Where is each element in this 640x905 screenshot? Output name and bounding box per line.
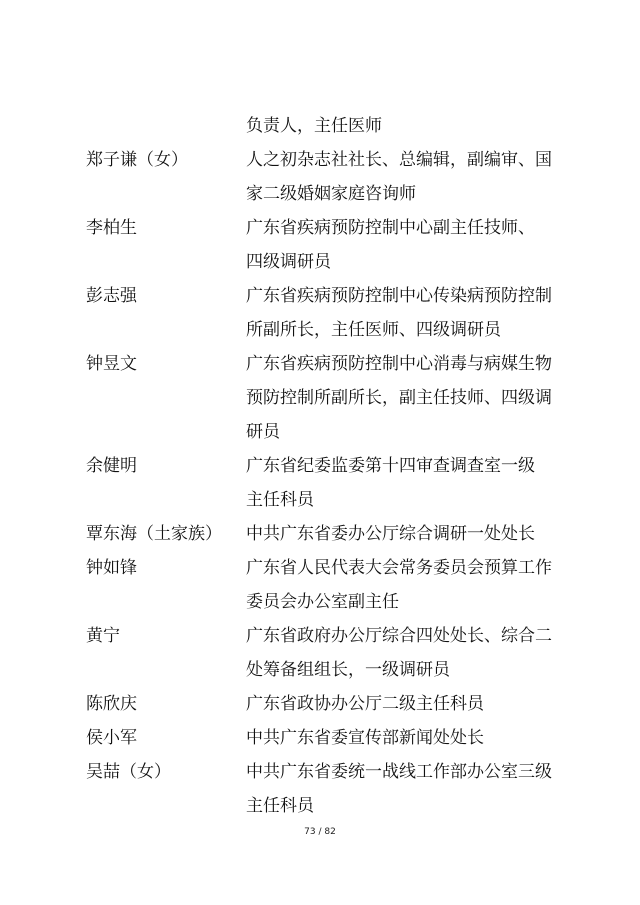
member-title-line: 广东省人民代表大会常务委员会预算工作 (246, 558, 552, 578)
member-entry (86, 687, 566, 721)
member-title-line: 处筹备组组长，一级调研员 (246, 660, 450, 680)
member-entry (86, 143, 566, 211)
member-name: 郑子谦（女） (86, 150, 188, 170)
member-title-line: 委员会办公室副主任 (246, 592, 399, 612)
member-title-line: 广东省纪委监委第十四审查调查室一级 (246, 456, 535, 476)
member-title-line: 广东省疾病预防控制中心消毒与病媒生物 (246, 354, 552, 374)
member-name: 钟如锋 (86, 558, 137, 578)
member-title-line: 中共广东省委统一战线工作部办公室三级 (246, 762, 552, 782)
member-name: 侯小军 (86, 728, 137, 748)
member-title-line: 中共广东省委办公厅综合调研一处处长 (246, 524, 535, 544)
member-title (246, 517, 564, 551)
member-title (246, 143, 564, 211)
member-name: 钟昱文 (86, 354, 137, 374)
member-name: 陈欣庆 (86, 694, 137, 714)
member-title-line: 预防控制所副所长，副主任技师、四级调 (246, 388, 552, 408)
member-title-line: 家二级婚姻家庭咨询师 (246, 184, 416, 204)
member-name: 黄宁 (86, 626, 120, 646)
member-title (246, 551, 564, 619)
member-title (246, 347, 564, 449)
member-title-line: 研员 (246, 422, 280, 442)
member-entry (86, 517, 566, 551)
member-title-line: 四级调研员 (246, 252, 331, 272)
member-entry (86, 619, 566, 687)
member-entry (86, 347, 566, 449)
member-title (246, 721, 564, 755)
member-name: 彭志强 (86, 286, 137, 306)
member-name: 余健明 (86, 456, 137, 476)
member-entry (86, 279, 566, 347)
member-entry (86, 551, 566, 619)
member-title (246, 619, 564, 687)
member-entry (86, 211, 566, 279)
member-title-line: 主任科员 (246, 490, 314, 510)
member-title (246, 687, 564, 721)
member-title-line: 中共广东省委宣传部新闻处处长 (246, 728, 484, 748)
member-title (246, 755, 564, 823)
member-title-line: 人之初杂志社社长、总编辑，副编审、国 (246, 150, 552, 170)
member-entry (86, 109, 566, 143)
member-title-line: 广东省疾病预防控制中心传染病预防控制 (246, 286, 552, 306)
member-title-line: 负责人，主任医师 (246, 116, 382, 136)
member-entry (86, 721, 566, 755)
member-list (86, 109, 566, 823)
member-title (246, 211, 564, 279)
member-title-line: 主任科员 (246, 796, 314, 816)
member-title-line: 广东省政府办公厅综合四处处长、综合二 (246, 626, 552, 646)
page-number: 73 / 82 (304, 827, 336, 837)
member-name: 李柏生 (86, 218, 137, 238)
member-title (246, 449, 564, 517)
member-title-line: 所副所长，主任医师、四级调研员 (246, 320, 501, 340)
member-title (246, 279, 564, 347)
member-title-line: 广东省政协办公厅二级主任科员 (246, 694, 484, 714)
member-title (246, 109, 564, 143)
member-entry (86, 755, 566, 823)
member-entry (86, 449, 566, 517)
member-name: 吴喆（女） (86, 762, 171, 782)
member-name: 覃东海（土家族） (86, 524, 222, 544)
member-title-line: 广东省疾病预防控制中心副主任技师、 (246, 218, 535, 238)
